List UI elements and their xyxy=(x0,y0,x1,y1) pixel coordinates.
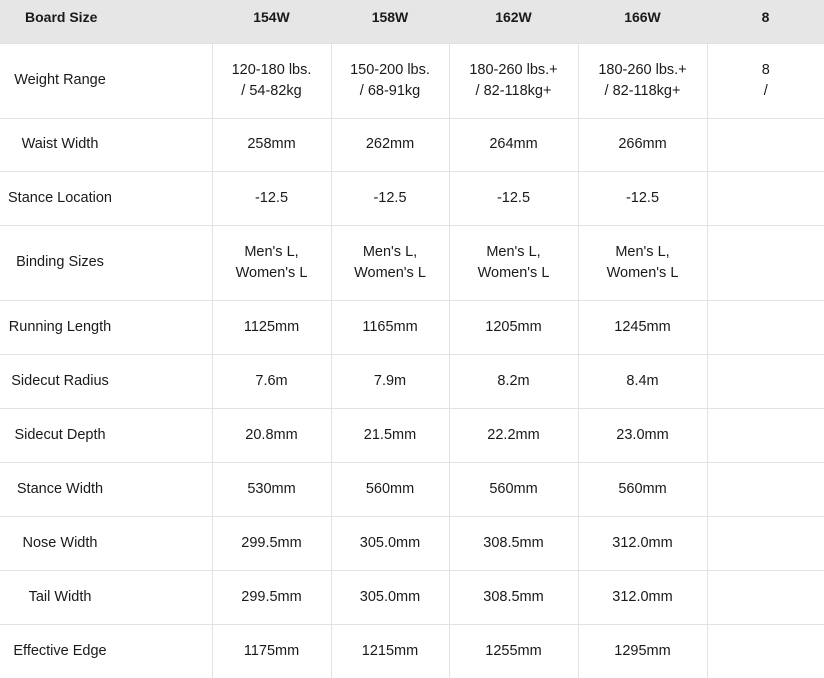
table-cell xyxy=(331,570,449,624)
table-cell xyxy=(578,462,707,516)
table-row xyxy=(0,300,824,354)
cell-text-line: Men's L, xyxy=(486,243,541,260)
table-cell xyxy=(449,516,578,570)
table-cell xyxy=(707,354,824,408)
table-cell xyxy=(212,300,331,354)
cell-text-line: 180-260 lbs.+ xyxy=(598,61,687,78)
table-row xyxy=(0,462,824,516)
table-row xyxy=(0,43,824,118)
table-cell xyxy=(331,43,449,118)
table-cell xyxy=(212,408,331,462)
table-cell xyxy=(212,171,331,225)
cell-text-line: -12.5 xyxy=(496,189,531,206)
cell-text-line: Women's L xyxy=(606,264,679,281)
cell-text-line: 308.5mm xyxy=(483,534,544,551)
row-label-cell xyxy=(0,225,212,300)
cell-text-line: / 54-82kg xyxy=(241,82,302,99)
row-label: Sidecut Depth xyxy=(14,426,106,443)
table-cell xyxy=(449,225,578,300)
table-cell xyxy=(707,118,824,171)
cell-text-line: / 68-91kg xyxy=(359,82,421,99)
cell-text-line: 8 xyxy=(761,61,770,78)
table-row xyxy=(0,570,824,624)
cell-text-line: -12.5 xyxy=(625,189,660,206)
header-cell-162w: 162W xyxy=(495,9,532,25)
cell-text-line: Women's L xyxy=(235,264,308,281)
table-cell xyxy=(212,118,331,171)
cell-text-line: 20.8mm xyxy=(245,426,298,443)
table-cell xyxy=(212,354,331,408)
table-cell xyxy=(449,171,578,225)
table-cell xyxy=(331,624,449,678)
cell-text-line: 299.5mm xyxy=(241,534,302,551)
table-cell xyxy=(707,462,824,516)
row-label-cell xyxy=(0,171,212,225)
cell-text-line: 23.0mm xyxy=(616,426,669,443)
cell-text-line: Men's L, xyxy=(615,243,670,260)
table-row xyxy=(0,408,824,462)
table-cell xyxy=(331,300,449,354)
table-cell xyxy=(212,516,331,570)
table-cell xyxy=(331,462,449,516)
cell-text-line: 312.0mm xyxy=(612,534,673,551)
row-label: Nose Width xyxy=(22,534,98,551)
cell-text-line: 8.2m xyxy=(497,372,530,389)
cell-text-line: 530mm xyxy=(247,480,296,497)
row-label-cell xyxy=(0,300,212,354)
row-label-cell xyxy=(0,462,212,516)
table-cell xyxy=(578,225,707,300)
table-cell xyxy=(331,516,449,570)
header-cell-154w: 154W xyxy=(253,9,290,25)
table-body xyxy=(0,43,824,678)
cell-text-line: 1255mm xyxy=(485,642,542,659)
table-row xyxy=(0,624,824,678)
cell-text-line: 21.5mm xyxy=(363,426,417,443)
cell-text-line: 1125mm xyxy=(243,318,300,335)
table-row xyxy=(0,118,824,171)
row-label-cell xyxy=(0,408,212,462)
header-cell-158w: 158W xyxy=(371,9,409,25)
cell-text-line: Women's L xyxy=(477,264,550,281)
table-cell xyxy=(331,354,449,408)
table-cell xyxy=(449,118,578,171)
table-cell xyxy=(449,300,578,354)
cell-text-line: 22.2mm xyxy=(487,426,540,443)
cell-text-line: Women's L xyxy=(354,264,426,281)
cell-text-line: 8.4m xyxy=(626,372,659,389)
cell-text-line: 312.0mm xyxy=(612,588,673,605)
row-label-cell xyxy=(0,43,212,118)
cell-text-line: / 82-118kg+ xyxy=(604,82,681,99)
table-cell xyxy=(578,354,707,408)
table-cell xyxy=(331,171,449,225)
row-label: Effective Edge xyxy=(13,642,107,659)
row-label: Tail Width xyxy=(28,588,92,605)
cell-text-line: -12.5 xyxy=(254,189,289,206)
table-cell xyxy=(707,171,824,225)
cell-text-line: 299.5mm xyxy=(241,588,302,605)
table-cell xyxy=(578,300,707,354)
cell-text-line: 305.0mm xyxy=(359,588,421,605)
table-cell xyxy=(578,408,707,462)
table-cell xyxy=(212,462,331,516)
row-label: Sidecut Radius xyxy=(11,372,109,389)
row-label: Binding Sizes xyxy=(16,254,104,270)
header-cell-partial: 8 xyxy=(761,9,770,25)
cell-text-line: 305.0mm xyxy=(359,534,421,551)
cell-text-line: Men's L, xyxy=(362,243,418,260)
cell-text-line: 180-260 lbs.+ xyxy=(469,61,558,78)
table-cell xyxy=(578,570,707,624)
cell-text-line: 120-180 lbs. xyxy=(231,61,312,78)
header-row xyxy=(0,0,824,43)
row-label: Stance Width xyxy=(16,480,104,497)
table-cell xyxy=(449,43,578,118)
table-cell xyxy=(449,354,578,408)
cell-text-line: 262mm xyxy=(365,136,415,152)
table-cell xyxy=(578,516,707,570)
cell-text-line: 1295mm xyxy=(614,642,671,659)
row-label: Running Length xyxy=(8,318,112,335)
cell-text-line: 1205mm xyxy=(485,318,542,335)
cell-text-line: 1165mm xyxy=(362,318,418,335)
table-cell xyxy=(331,408,449,462)
table-cell xyxy=(707,300,824,354)
table-cell xyxy=(331,225,449,300)
table-row xyxy=(0,354,824,408)
table-row xyxy=(0,171,824,225)
table-row xyxy=(0,225,824,300)
cell-text-line: 1245mm xyxy=(614,318,671,335)
row-label-cell xyxy=(0,516,212,570)
row-label-cell xyxy=(0,118,212,171)
header-cell-166w: 166W xyxy=(624,9,661,25)
table-cell xyxy=(212,570,331,624)
cell-text-line: 150-200 lbs. xyxy=(350,61,430,78)
cell-text-line: 266mm xyxy=(618,136,667,152)
table-cell xyxy=(212,43,331,118)
cell-text-line: / 82-118kg+ xyxy=(475,82,552,99)
table-cell xyxy=(331,118,449,171)
cell-text-line: 7.6m xyxy=(255,372,288,389)
cell-text-line: 560mm xyxy=(489,480,538,497)
cell-text-line: Men's L, xyxy=(244,243,299,260)
row-label-cell xyxy=(0,354,212,408)
table-cell xyxy=(212,624,331,678)
cell-text-line: 258mm xyxy=(247,136,296,152)
table-cell xyxy=(578,43,707,118)
header-cell-board-size: Board Size xyxy=(25,9,98,25)
row-label-cell xyxy=(0,624,212,678)
row-label: Waist Width xyxy=(21,136,99,152)
table-cell xyxy=(578,118,707,171)
cell-text-line: / xyxy=(763,82,768,99)
table-cell xyxy=(707,570,824,624)
table-row xyxy=(0,516,824,570)
row-label: Stance Location xyxy=(8,189,112,206)
table-cell xyxy=(449,624,578,678)
table-cell xyxy=(449,408,578,462)
table-cell xyxy=(707,516,824,570)
cell-text-line: 308.5mm xyxy=(483,588,544,605)
cell-text-line: -12.5 xyxy=(373,189,407,206)
table-cell xyxy=(578,624,707,678)
table-cell xyxy=(578,171,707,225)
cell-text-line: 264mm xyxy=(489,136,538,152)
table-cell xyxy=(449,570,578,624)
table-cell xyxy=(212,225,331,300)
cell-text-line: 7.9m xyxy=(373,372,407,389)
table-cell xyxy=(449,462,578,516)
cell-text-line: 1215mm xyxy=(361,642,419,659)
cell-text-line: 560mm xyxy=(365,480,415,497)
table-cell xyxy=(707,624,824,678)
table-cell xyxy=(707,408,824,462)
cell-text-line: 1175mm xyxy=(243,642,300,659)
table-cell xyxy=(707,225,824,300)
row-label: Weight Range xyxy=(14,72,106,88)
cell-text-line: 560mm xyxy=(618,480,667,497)
row-label-cell xyxy=(0,570,212,624)
table-cell xyxy=(707,43,824,118)
